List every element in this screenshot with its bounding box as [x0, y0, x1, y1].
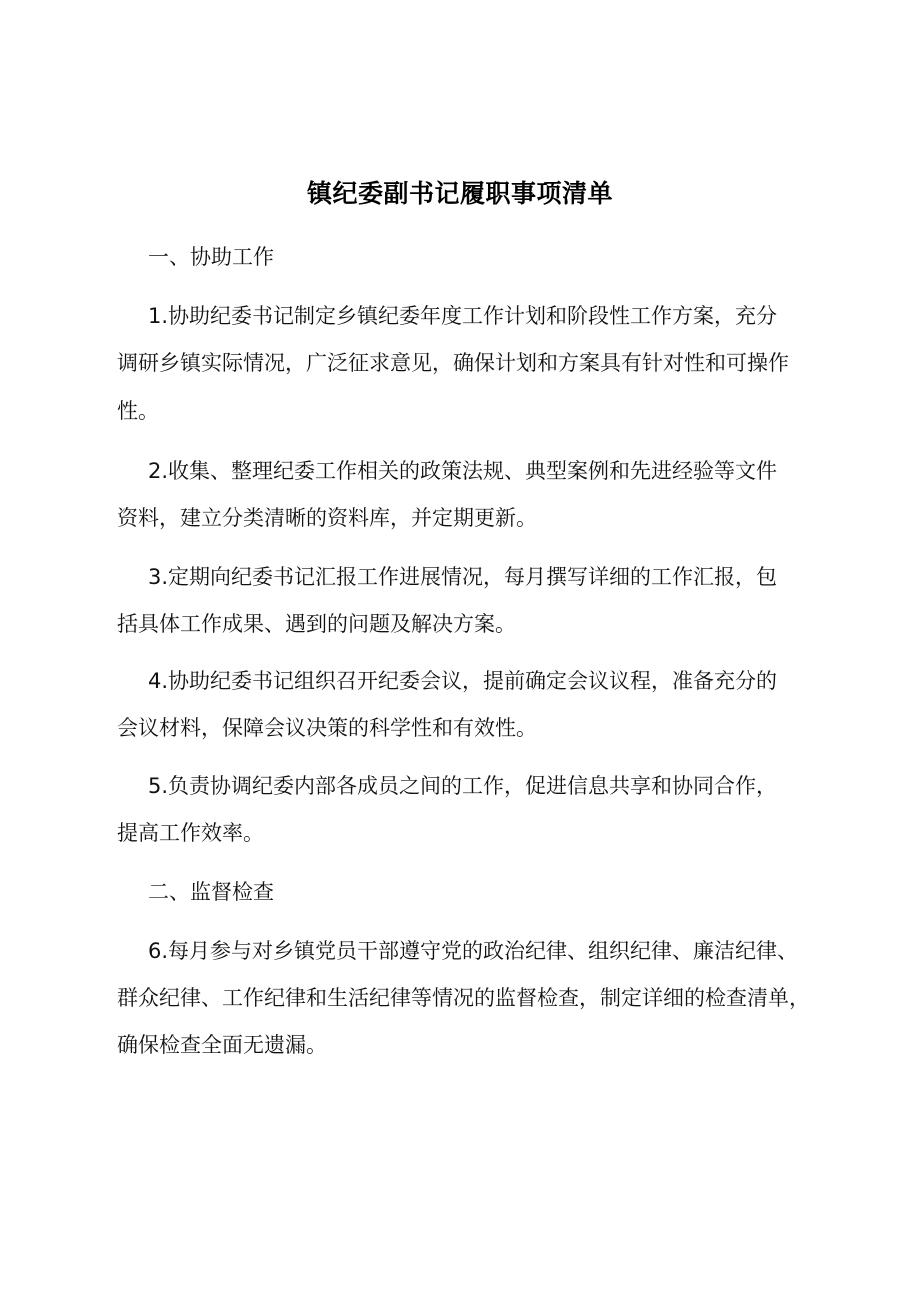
section-heading: 一、协助工作 [148, 245, 274, 269]
paragraph-line: 6.每月参与对乡镇党员干部遵守党的政治纪律、组织纪律、廉洁纪律、 [148, 939, 799, 963]
paragraph-line: 确保检查全面无遗漏。 [117, 1033, 327, 1057]
paragraph-line: 2.收集、整理纪委工作相关的政策法规、典型案例和先进经验等文件 [148, 459, 778, 483]
section-heading: 二、监督检查 [148, 880, 274, 904]
paragraph-line: 提高工作效率。 [117, 821, 264, 845]
paragraph-line: 调研乡镇实际情况，广泛征求意见，确保计划和方案具有针对性和可操作 [117, 351, 789, 375]
paragraph-line: 3.定期向纪委书记汇报工作进展情况，每月撰写详细的工作汇报，包 [148, 565, 778, 589]
document-title: 镇纪委副书记履职事项清单 [306, 179, 613, 208]
paragraph-line: 群众纪律、工作纪律和生活纪律等情况的监督检查，制定详细的检查清单， [117, 986, 810, 1010]
paragraph-line: 括具体工作成果、遇到的问题及解决方案。 [117, 612, 516, 636]
paragraph-line: 会议材料，保障会议决策的科学性和有效性。 [117, 716, 537, 740]
paragraph-line: 性。 [117, 399, 159, 423]
paragraph-line: 5.负责协调纪委内部各成员之间的工作，促进信息共享和协同合作， [148, 774, 778, 798]
paragraph-line: 资料，建立分类清晰的资料库，并定期更新。 [117, 506, 537, 530]
paragraph-line: 1.协助纪委书记制定乡镇纪委年度工作计划和阶段性工作方案，充分 [148, 304, 778, 328]
paragraph-line: 4.协助纪委书记组织召开纪委会议，提前确定会议议程，准备充分的 [148, 669, 778, 693]
